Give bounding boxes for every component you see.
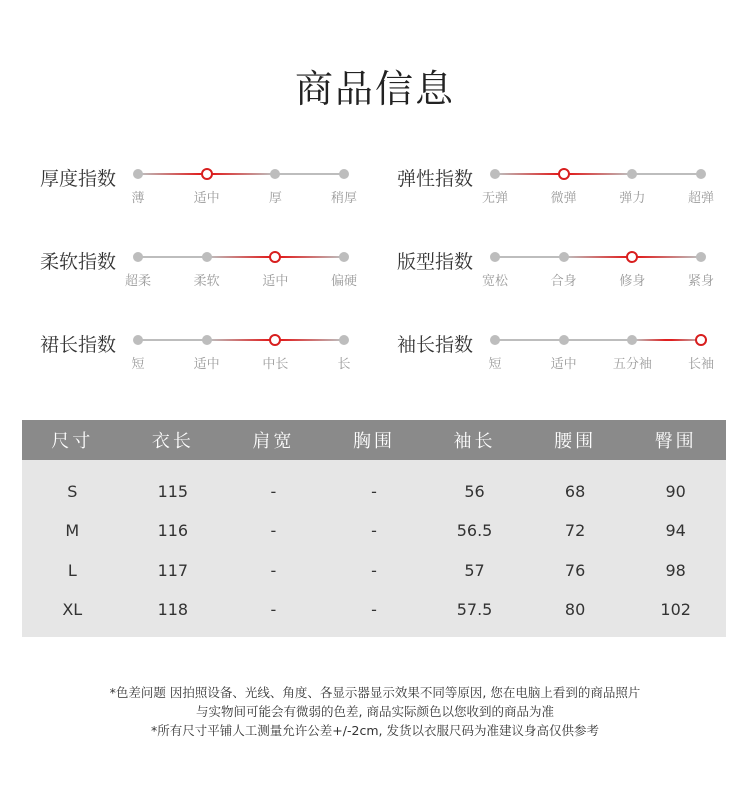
index-section (0, 0, 750, 400)
scale-dot-selected (626, 251, 638, 263)
size-table (22, 420, 726, 637)
scale-dot (696, 169, 706, 179)
scale-dot (133, 252, 143, 262)
index-row (397, 330, 737, 380)
note-line: *所有尺寸平铺人工测量允许公差+/-2cm, 发货以衣服尺码为准建议身高仅供参考 (151, 723, 599, 738)
table-cell: S (67, 482, 78, 501)
scale-dot-selected (201, 168, 213, 180)
scale-option-label: 厚 (268, 191, 282, 206)
column-header: 尺寸 (51, 431, 94, 452)
scale-dot (490, 169, 500, 179)
scale-option-label: 紧身 (687, 274, 715, 289)
table-cell: - (270, 482, 277, 501)
table-cell: - (371, 482, 377, 501)
table-row (22, 511, 726, 551)
table-cell: 118 (157, 600, 189, 619)
index-row (40, 164, 380, 214)
scale-dot (339, 335, 349, 345)
notes (0, 683, 750, 740)
scale-dot (559, 335, 569, 345)
scale-option-label: 合身 (550, 274, 577, 289)
index-row (40, 330, 380, 380)
table-row (22, 551, 726, 591)
table-cell: XL (62, 600, 83, 619)
scale-option-label: 长 (337, 357, 351, 372)
table-header-row (22, 420, 726, 460)
scale-dot (339, 252, 349, 262)
scale-option-label: 中长 (262, 357, 289, 372)
scale-option-label: 短 (131, 357, 145, 372)
scale-option-label: 薄 (131, 191, 145, 206)
table-cell: - (371, 560, 377, 580)
scale-option-label: 长袖 (687, 357, 715, 372)
scale-option-label: 微弹 (550, 191, 577, 206)
table-cell: 57.5 (456, 600, 493, 619)
table-cell: - (371, 600, 377, 619)
scale-dot (627, 169, 637, 179)
scale-dot-selected (558, 168, 570, 180)
scale-option-label: 宽松 (481, 274, 509, 289)
scale-dot-selected (695, 334, 707, 346)
index-label: 裙长指数 (40, 334, 117, 356)
scale-option-label: 修身 (619, 274, 646, 289)
table-cell: 57 (464, 560, 485, 580)
table-cell: - (270, 521, 277, 541)
scale-option-label: 无弹 (481, 191, 509, 206)
column-header: 胸围 (352, 431, 395, 452)
scale-option-label: 超弹 (687, 191, 715, 206)
table-cell: 56 (464, 482, 485, 501)
note-line: *色差问题 因拍照设备、光线、角度、各显示器显示效果不同等原因, 您在电脑上看到的商品照片 (109, 685, 641, 700)
scale-dot (339, 169, 349, 179)
scale-dot (559, 252, 569, 262)
table-cell: L (67, 560, 77, 580)
scale-dot (133, 169, 143, 179)
table-cell: 56.5 (456, 521, 493, 541)
scale-highlight (636, 339, 701, 341)
column-header: 袖长 (453, 431, 496, 452)
table-cell: 98 (665, 560, 686, 580)
table-cell: 90 (665, 482, 686, 501)
scale-dot (270, 169, 280, 179)
scale-option-label: 适中 (193, 191, 220, 206)
index-label: 版型指数 (397, 251, 474, 273)
scale-option-label: 短 (488, 357, 502, 372)
scale-option-label: 超柔 (124, 274, 152, 289)
column-header: 腰围 (554, 431, 597, 452)
table-cell: - (270, 600, 277, 619)
table-cell: - (270, 560, 277, 580)
scale-dot (490, 335, 500, 345)
scale-dot-selected (269, 334, 281, 346)
note-line: 与实物间可能会有微弱的色差, 商品实际颜色以您收到的商品为准 (196, 704, 554, 719)
column-header: 衣长 (151, 431, 194, 452)
index-row (397, 247, 737, 297)
column-header: 肩宽 (252, 431, 295, 452)
scale-dot (627, 335, 637, 345)
table-cell: 115 (157, 482, 189, 501)
scale-option-label: 偏硬 (330, 274, 358, 289)
scale-option-label: 适中 (550, 357, 577, 372)
scale-dot (696, 252, 706, 262)
table-cell: 80 (564, 600, 586, 619)
index-label: 柔软指数 (40, 251, 117, 273)
index-row (397, 164, 737, 214)
index-label: 弹性指数 (397, 168, 474, 190)
scale-dot (202, 252, 212, 262)
scale-dot-selected (269, 251, 281, 263)
table-cell: 72 (564, 521, 586, 541)
scale-option-label: 柔软 (193, 274, 220, 289)
table-cell: 102 (660, 600, 691, 619)
scale-dot (202, 335, 212, 345)
scale-option-label: 弹力 (619, 191, 646, 206)
table-cell: 68 (564, 482, 586, 501)
table-cell: 116 (157, 521, 189, 541)
scale-option-label: 五分袖 (612, 357, 652, 372)
page-title: 商品信息 (294, 67, 455, 111)
scale-dot (490, 252, 500, 262)
scale-option-label: 稍厚 (330, 191, 358, 206)
table-cell: - (371, 521, 377, 541)
scale-option-label: 适中 (193, 357, 220, 372)
column-header: 臀围 (654, 431, 697, 452)
index-label: 厚度指数 (40, 168, 117, 190)
index-row (40, 247, 380, 297)
table-row (22, 460, 726, 511)
scale-dot (133, 335, 143, 345)
table-cell: 76 (564, 560, 586, 580)
table-row (22, 590, 726, 637)
table-cell: 117 (157, 560, 189, 580)
table-cell: M (65, 521, 80, 541)
index-label: 袖长指数 (397, 334, 474, 356)
scale-option-label: 适中 (262, 274, 289, 289)
table-cell: 94 (665, 521, 686, 541)
